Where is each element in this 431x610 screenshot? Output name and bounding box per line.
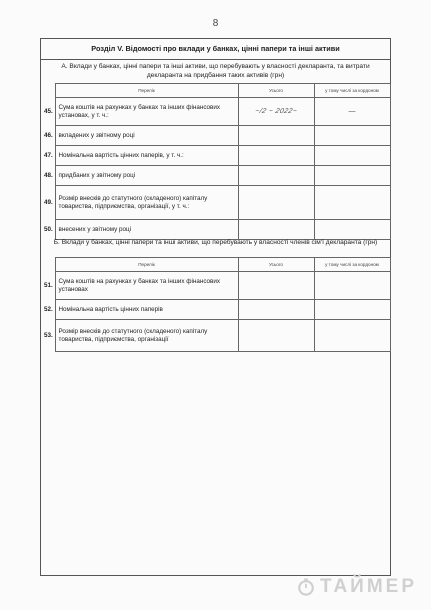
column-header: у тому числі за кордоном (314, 84, 390, 98)
table-row (41, 300, 390, 320)
total-cell (238, 186, 314, 220)
abroad-cell (314, 126, 390, 146)
abroad-cell (314, 320, 390, 352)
column-header: Усього (238, 258, 314, 272)
total-cell (238, 126, 314, 146)
row-label: Номінальна вартість цінних паперів, у т. ч.: (55, 146, 238, 166)
total-cell (238, 146, 314, 166)
row-label: Розмір внесків до статутного (складеного) капіталу товариства, підприємства, організації, у т. ч.: (55, 186, 238, 220)
watermark-text: ТАЙМЕР (320, 576, 417, 597)
abroad-cell: — (314, 98, 390, 126)
row-number: 52. (41, 300, 55, 320)
total-cell (238, 320, 314, 352)
abroad-cell (314, 166, 390, 186)
row-number: 49. (41, 186, 55, 220)
row-number: 53. (41, 320, 55, 352)
abroad-cell (314, 220, 390, 240)
row-label: внесених у звітному році (55, 220, 238, 240)
page-number: 8 (212, 18, 219, 29)
row-label: Сума коштів на рахунках у банках та інших фінансових установах (55, 272, 238, 300)
total-cell (238, 98, 314, 126)
table-row (41, 98, 390, 126)
row-label: вкладених у звітному році (55, 126, 238, 146)
abroad-cell (314, 272, 390, 300)
row-number: 45. (41, 98, 55, 126)
column-header: Перелік (55, 258, 238, 272)
part-a-table (41, 83, 391, 240)
row-label: Розмір внесків до статутного (складеного) капіталу товариства, підприємства, організації (55, 320, 238, 352)
total-cell (238, 272, 314, 300)
row-number: 50. (41, 220, 55, 240)
row-label: придбаних у звітному році (55, 166, 238, 186)
row-number: 47. (41, 146, 55, 166)
table-header-row (41, 258, 390, 272)
table-row (41, 272, 390, 300)
abroad-cell (314, 186, 390, 220)
total-cell (238, 300, 314, 320)
watermark (297, 576, 417, 598)
total-cell (238, 166, 314, 186)
part-b-heading: Б. Вклади у банках, цінні папери та інші активи, що перебувають у власності членів сім'ї декларанта (грн) (53, 239, 378, 246)
table-row (41, 186, 390, 220)
section-title: Розділ V. Відомості про вклади у банках, цінні папери та інші активи (41, 39, 390, 60)
timer-logo-icon (297, 578, 315, 596)
handwritten-entry: ~/2 ~ 2022~ (254, 107, 298, 115)
table-header-row (41, 84, 390, 98)
table-row (41, 320, 390, 352)
table-row (41, 166, 390, 186)
table-row (41, 220, 390, 240)
section-frame (40, 38, 391, 576)
column-header: у тому числі за кордоном (314, 258, 390, 272)
table-row (41, 146, 390, 166)
total-cell (238, 220, 314, 240)
row-number: 48. (41, 166, 55, 186)
abroad-cell (314, 146, 390, 166)
part-b-table (41, 257, 391, 352)
row-number: 46. (41, 126, 55, 146)
part-a-heading: А. Вклади у банках, цінні папери та інші активи, що перебувають у власності декларанта, та витрати декларанта на придбання таких активів (грн) (61, 63, 370, 79)
row-label: Номінальна вартість цінних паперів (55, 300, 238, 320)
row-number: 51. (41, 272, 55, 300)
table-row (41, 126, 390, 146)
abroad-cell (314, 300, 390, 320)
column-header: Усього (238, 84, 314, 98)
row-label: Сума коштів на рахунках у банках та інших фінансових установах, у т. ч.: (55, 98, 238, 126)
column-header: Перелік (55, 84, 238, 98)
